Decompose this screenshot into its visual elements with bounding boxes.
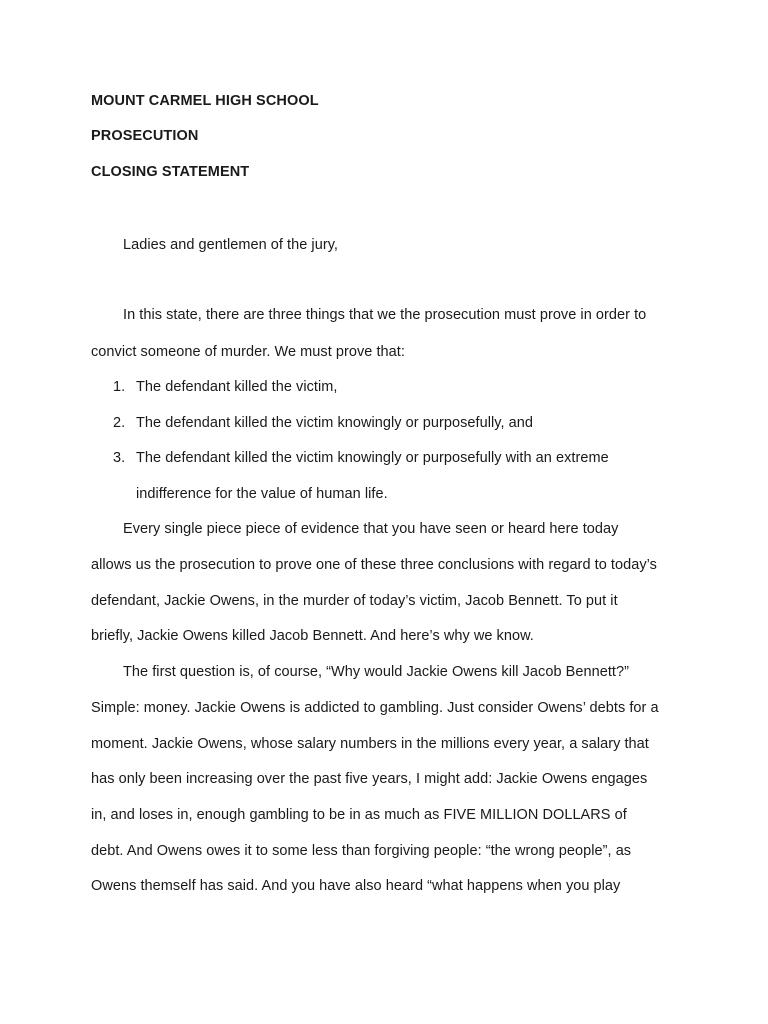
paragraph-3-line-3: moment. Jackie Owens, whose salary numbers in the millions every year, a salary that — [91, 736, 649, 752]
paragraph-3-line-1: The first question is, of course, “Why would Jackie Owens kill Jacob Bennett?” — [123, 664, 629, 680]
list-item-3-text: The defendant killed the victim knowingly or purposefully with an extreme — [136, 450, 609, 466]
side-heading: PROSECUTION — [91, 128, 199, 144]
paragraph-3-line-5: in, and loses in, enough gambling to be in as much as FIVE MILLION DOLLARS of — [91, 807, 627, 823]
document-title: CLOSING STATEMENT — [91, 164, 250, 180]
school-heading: MOUNT CARMEL HIGH SCHOOL — [91, 93, 319, 109]
paragraph-3-line-7: Owens themself has said. And you have also heard “what happens when you play — [91, 878, 621, 894]
list-item-1-text: The defendant killed the victim, — [136, 379, 338, 395]
paragraph-2-line-3: defendant, Jackie Owens, in the murder of today’s victim, Jacob Bennett. To put it — [91, 593, 618, 609]
paragraph-1-line-2: convict someone of murder. We must prove that: — [91, 344, 405, 360]
paragraph-3-line-4: has only been increasing over the past five years, I might add: Jackie Owens engages — [91, 771, 648, 787]
paragraph-2-line-4: briefly, Jackie Owens killed Jacob Bennett. And here’s why we know. — [91, 628, 534, 644]
list-item-3-continuation: indifference for the value of human life. — [136, 486, 388, 502]
paragraph-3-line-2: Simple: money. Jackie Owens is addicted to gambling. Just consider Owens’ debts for a — [91, 700, 659, 716]
list-item-2-number: 2. — [113, 415, 126, 431]
list-item-3-number: 3. — [113, 450, 126, 466]
paragraph-1-line-1: In this state, there are three things that we the prosecution must prove in order to — [123, 307, 647, 323]
paragraph-2-line-2: allows us the prosecution to prove one of these three conclusions with regard to today’s — [91, 557, 657, 573]
list-item-2-text: The defendant killed the victim knowingly or purposefully, and — [136, 415, 533, 431]
list-item-1-number: 1. — [113, 379, 126, 395]
paragraph-3-line-6: debt. And Owens owes it to some less than forgiving people: “the wrong people”, as — [91, 843, 632, 859]
paragraph-2-line-1: Every single piece piece of evidence that you have seen or heard here today — [123, 521, 619, 537]
salutation: Ladies and gentlemen of the jury, — [123, 237, 338, 253]
